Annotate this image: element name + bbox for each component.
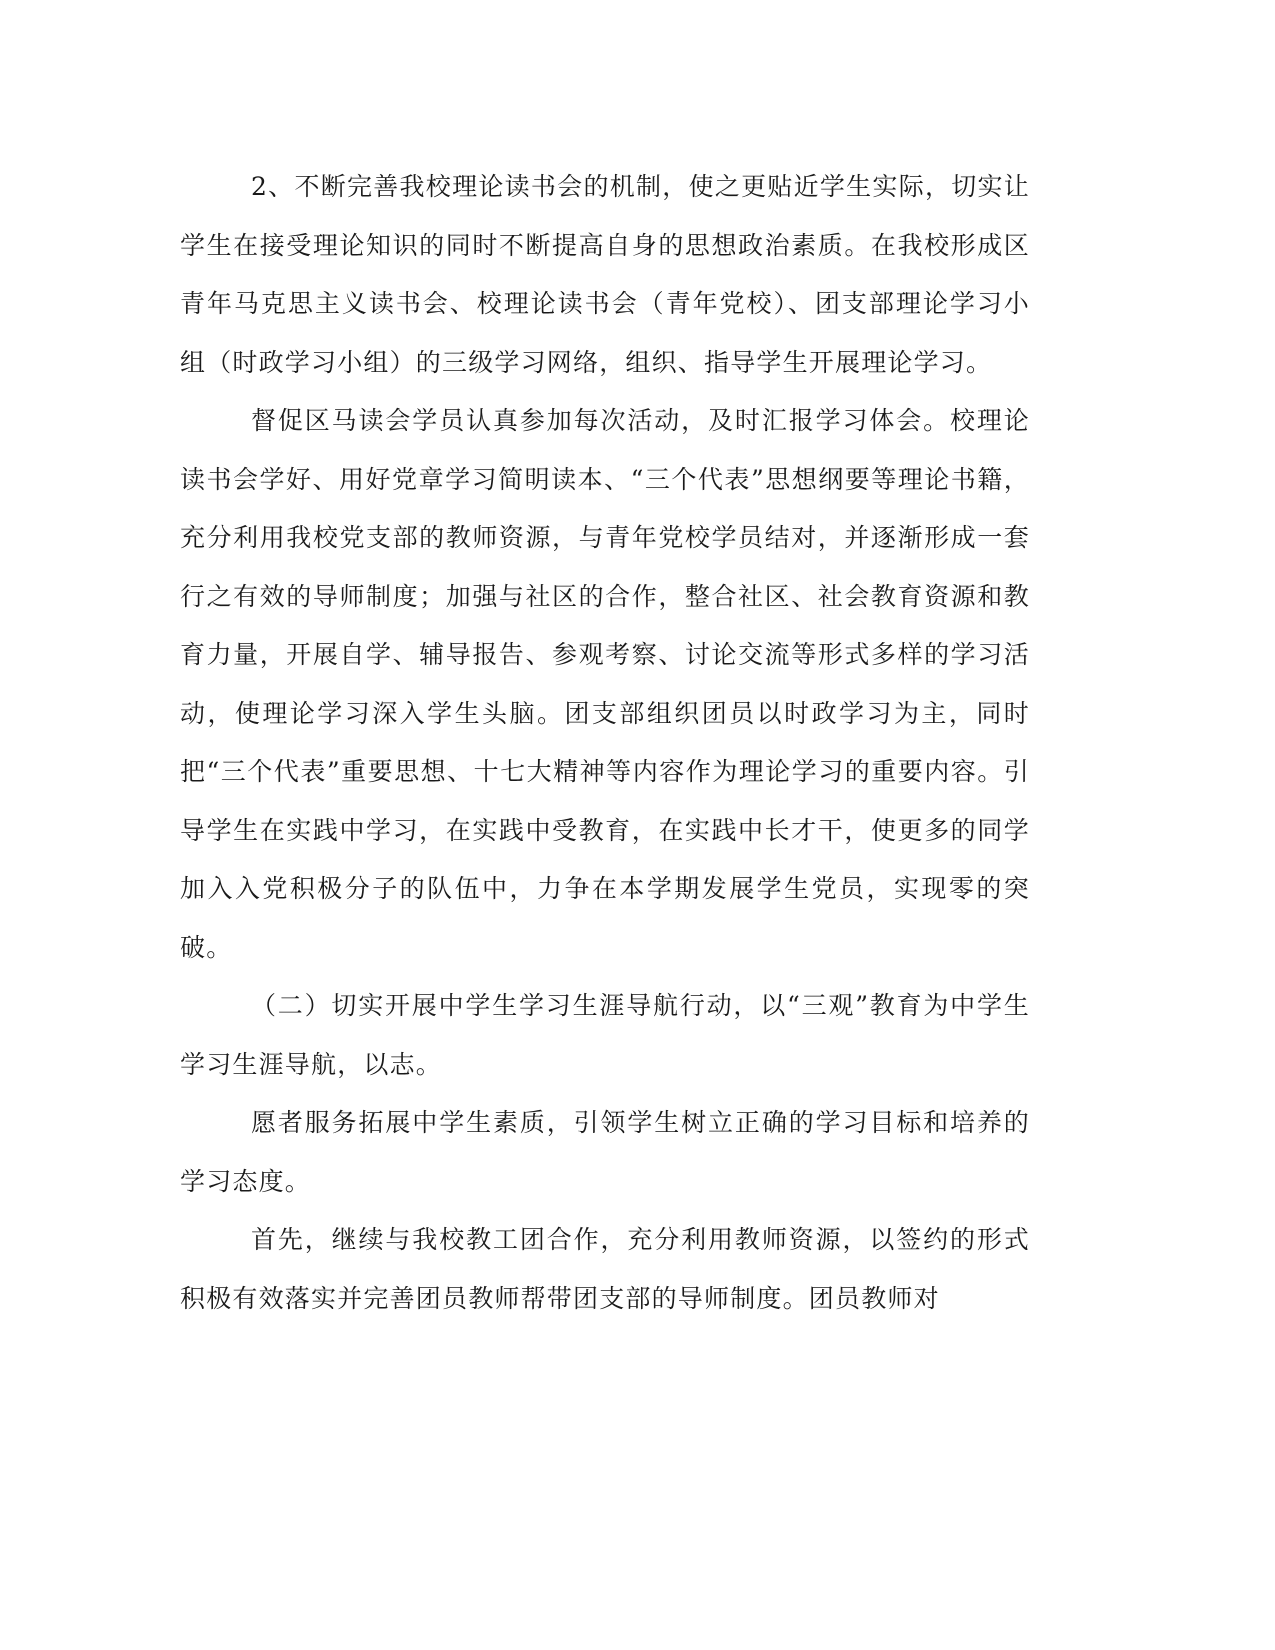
paragraph-study-activities: 督促区马读会学员认真参加每次活动，及时汇报学习体会。校理论读书会学好、用好党章学习简明读本、“三个代表”思想纲要等理论书籍，充分利用我校党支部的教师资源，与青年党校学员结对，并逐渐形成一套行之有效的导师制度；加强与社区的合作，整合社区、社会教育资源和教育力量，开展自学、辅导报告、参观考察、讨论交流等形式多样的学习活动，使理论学习深入学生头脑。团支部组织团员以时政学习为主，同时把“三个代表”重要思想、十七大精神等内容作为理论学习的重要内容。引导学生在实践中学习，在实践中受教育，在实践中长才干，使更多的同学加入入党积极分子的队伍中，力争在本学期发展学生党员，实现零的突破。 [180, 406, 1030, 962]
paragraph-teacher-mentorship: 首先，继续与我校教工团合作，充分利用教师资源，以签约的形式积极有效落实并完善团员教师帮带团支部的导师制度。团员教师对 [180, 1225, 1030, 1313]
paragraph-volunteer-service: 愿者服务拓展中学生素质，引领学生树立正确的学习目标和培养的学习态度。 [180, 1108, 1030, 1196]
paragraph-career-navigation: （二）切实开展中学生学习生涯导航行动，以“三观”教育为中学生学习生涯导航，以志。 [180, 991, 1030, 1079]
paragraph-reading-club-mechanism: 2、不断完善我校理论读书会的机制，使之更贴近学生实际，切实让学生在接受理论知识的同时不断提高自身的思想政治素质。在我校形成区青年马克思主义读书会、校理论读书会（青年党校）、团支部理论学习小组（时政学习小组）的三级学习网络，组织、指导学生开展理论学习。 [180, 172, 1030, 377]
document-body [180, 158, 1030, 1328]
